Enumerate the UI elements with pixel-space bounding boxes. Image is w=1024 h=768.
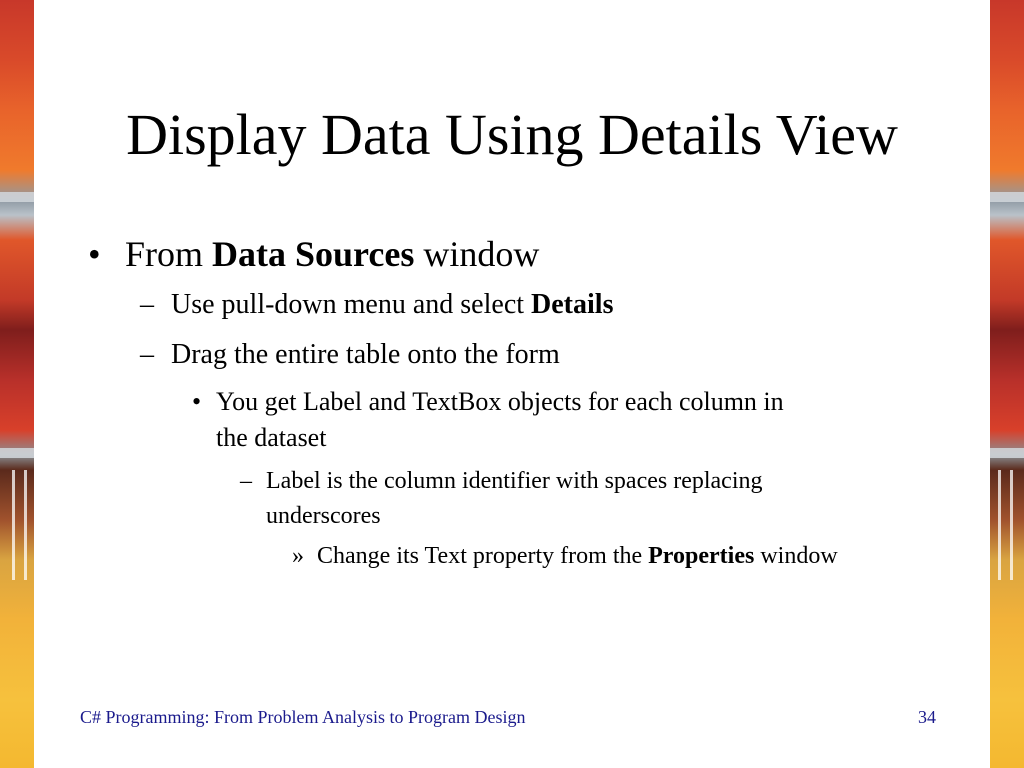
right-decorative-strip xyxy=(990,0,1024,768)
right-strip-railing xyxy=(998,470,1001,580)
dash-marker: – xyxy=(240,468,252,494)
bullet-text xyxy=(317,541,838,571)
right-strip-band xyxy=(990,192,1024,202)
bullet-text-line: You get Label and TextBox objects for each column in xyxy=(216,387,784,416)
bullet-text-prefix: Change its Text property from the xyxy=(317,543,649,569)
bullet-text-line: underscores xyxy=(266,503,381,529)
left-strip-railing xyxy=(24,470,27,580)
left-strip-band xyxy=(0,192,34,202)
left-decorative-strip xyxy=(0,0,34,768)
left-strip-railing xyxy=(12,470,15,580)
right-strip-railing xyxy=(1010,470,1013,580)
left-strip-band xyxy=(0,448,34,458)
bullet-text-bold: Properties xyxy=(648,543,755,569)
slide-title: Display Data Using Details View xyxy=(126,102,898,167)
bullet-text-suffix: window xyxy=(414,234,540,274)
dash-marker: – xyxy=(140,289,154,320)
bullet-text-bold: Data Sources xyxy=(212,234,415,274)
footer-page-number: 34 xyxy=(918,707,936,727)
bullet-text-bold: Details xyxy=(531,289,614,320)
bullet-text xyxy=(171,288,613,322)
bullet-text-line: Label is the column identifier with spaces replacing xyxy=(266,468,763,494)
right-strip-band xyxy=(990,448,1024,458)
bullet-text-prefix: Use pull-down menu and select xyxy=(171,289,532,320)
bullet-text-suffix: window xyxy=(754,543,838,569)
dash-marker: – xyxy=(140,339,154,370)
bullet-marker: • xyxy=(88,234,101,274)
bullet-text xyxy=(125,234,539,274)
bullet-marker: • xyxy=(192,387,202,416)
chevron-marker: » xyxy=(292,543,304,569)
bullet-text-prefix: From xyxy=(125,234,213,274)
bullet-text: Drag the entire table onto the form xyxy=(171,339,560,370)
bullet-text-line: the dataset xyxy=(216,423,327,452)
footer-course-title: C# Programming: From Problem Analysis to Program Design xyxy=(80,707,526,727)
